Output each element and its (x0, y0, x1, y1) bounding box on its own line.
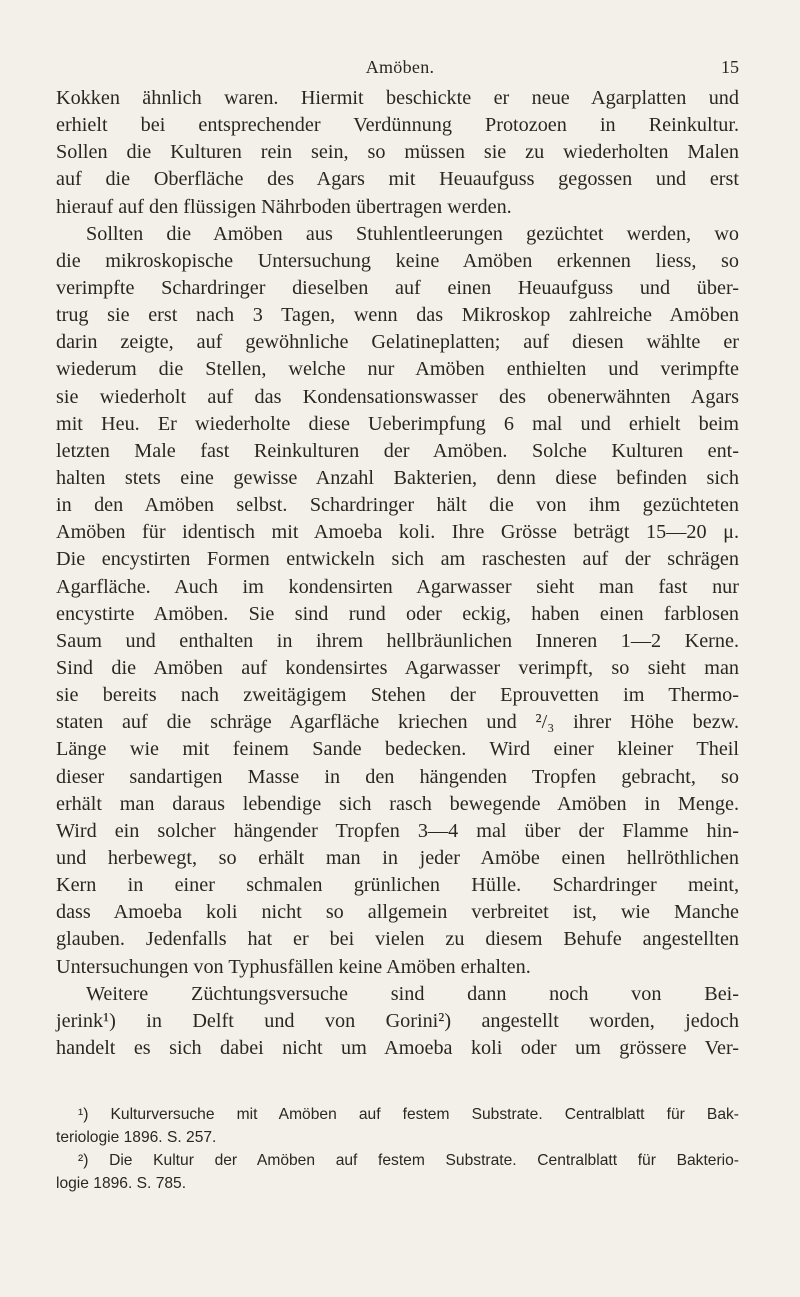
text-line: Sollen die Kulturen rein sein, so müssen sie zu wiederholten Malen (56, 141, 739, 164)
page-header (0, 57, 800, 83)
text-line: die mikroskopische Untersuchung keine Amöben erkennen liess, so (56, 249, 739, 272)
text-line: halten stets eine gewisse Anzahl Bakterien, denn diese befinden sich (56, 466, 739, 489)
footnote-line: logie 1896. S. 785. (56, 1175, 187, 1192)
text-line: handelt es sich dabei nicht um Amoeba koli oder um grössere Ver- (56, 1036, 739, 1059)
text-line: auf die Oberfläche des Agars mit Heuaufguss gegossen und erst (56, 168, 739, 191)
text-line: hierauf auf den flüssigen Nährboden übertragen werden. (56, 195, 512, 218)
text-line: Länge wie mit feinem Sande bedecken. Wird einer kleiner Theil (56, 738, 739, 761)
text-line: Agarfläche. Auch im kondensirten Agarwasser sieht man fast nur (56, 575, 739, 598)
text-line: darin zeigte, auf gewöhnliche Gelatineplatten; auf diesen wählte er (56, 331, 739, 354)
text-line: mit Heu. Er wiederholte diese Ueberimpfung 6 mal und erhielt beim (56, 412, 739, 435)
text-line: Sind die Amöben auf kondensirtes Agarwasser verimpft, so sieht man (56, 656, 739, 679)
text-line: Wird ein solcher hängender Tropfen 3—4 mal über der Flamme hin- (56, 819, 739, 842)
footnote-line: ¹) Kulturversuche mit Amöben auf festem Substrate. Centralblatt für Bak- (78, 1106, 739, 1123)
running-title: Amöben. (365, 57, 435, 77)
text-line: staten auf die schräge Agarfläche kriechen und ²/₃ ihrer Höhe bezw. (56, 711, 739, 734)
text-line: Sollten die Amöben aus Stuhlentleerungen gezüchtet werden, wo (86, 222, 739, 245)
text-line: Weitere Züchtungsversuche sind dann noch von Bei- (86, 982, 739, 1005)
text-line: in den Amöben selbst. Schardringer hält die von ihm gezüchteten (56, 494, 739, 517)
body-text (56, 85, 739, 1062)
footnotes (56, 1103, 739, 1195)
footnote-line: ²) Die Kultur der Amöben auf festem Substrate. Centralblatt für Bakterio- (78, 1152, 739, 1169)
text-line: Kokken ähnlich waren. Hiermit beschickte er neue Agarplatten und (56, 87, 739, 109)
text-line: erhält man daraus lebendige sich rasch bewegende Amöben in Menge. (56, 792, 739, 815)
text-line: Kern in einer schmalen grünlichen Hülle. Schardringer meint, (56, 874, 739, 897)
text-line: trug sie erst nach 3 Tagen, wenn das Mikroskop zahlreiche Amöben (56, 304, 739, 327)
text-line: wiederum die Stellen, welche nur Amöben enthielten und verimpfte (56, 358, 739, 381)
text-line: dass Amoeba koli nicht so allgemein verbreitet ist, wie Manche (56, 901, 739, 924)
text-line: glauben. Jedenfalls hat er bei vielen zu diesem Behufe angestellten (56, 928, 739, 951)
text-line: encystirte Amöben. Sie sind rund oder eckig, haben einen farblosen (56, 602, 739, 625)
text-line: Amöben für identisch mit Amoeba koli. Ihre Grösse beträgt 15—20 μ. (56, 521, 739, 544)
text-line: erhielt bei entsprechender Verdünnung Protozoen in Reinkultur. (56, 114, 739, 137)
text-line: und herbewegt, so erhält man in jeder Amöbe einen hellröthlichen (56, 846, 739, 869)
text-line: dieser sandartigen Masse in den hängenden Tropfen gebracht, so (56, 765, 739, 788)
text-line: verimpfte Schardringer dieselben auf einen Heuaufguss und über- (56, 276, 739, 299)
text-line: Die encystirten Formen entwickeln sich am raschesten auf der schrägen (56, 548, 739, 571)
footnote-line: teriologie 1896. S. 257. (56, 1129, 217, 1146)
text-line: sie bereits nach zweitägigem Stehen der Eprouvetten im Thermo- (56, 684, 739, 707)
text-line: Untersuchungen von Typhusfällen keine Amöben erhalten. (56, 955, 531, 978)
page-number: 15 (721, 57, 739, 77)
text-line: sie wiederholt auf das Kondensationswasser des obenerwähnten Agars (56, 385, 739, 408)
text-line: Saum und enthalten in ihrem hellbräunlichen Inneren 1—2 Kerne. (56, 629, 739, 652)
text-line: jerink¹) in Delft und von Gorini²) angestellt worden, jedoch (56, 1009, 739, 1032)
text-line: letzten Male fast Reinkulturen der Amöben. Solche Kulturen ent- (56, 439, 739, 462)
